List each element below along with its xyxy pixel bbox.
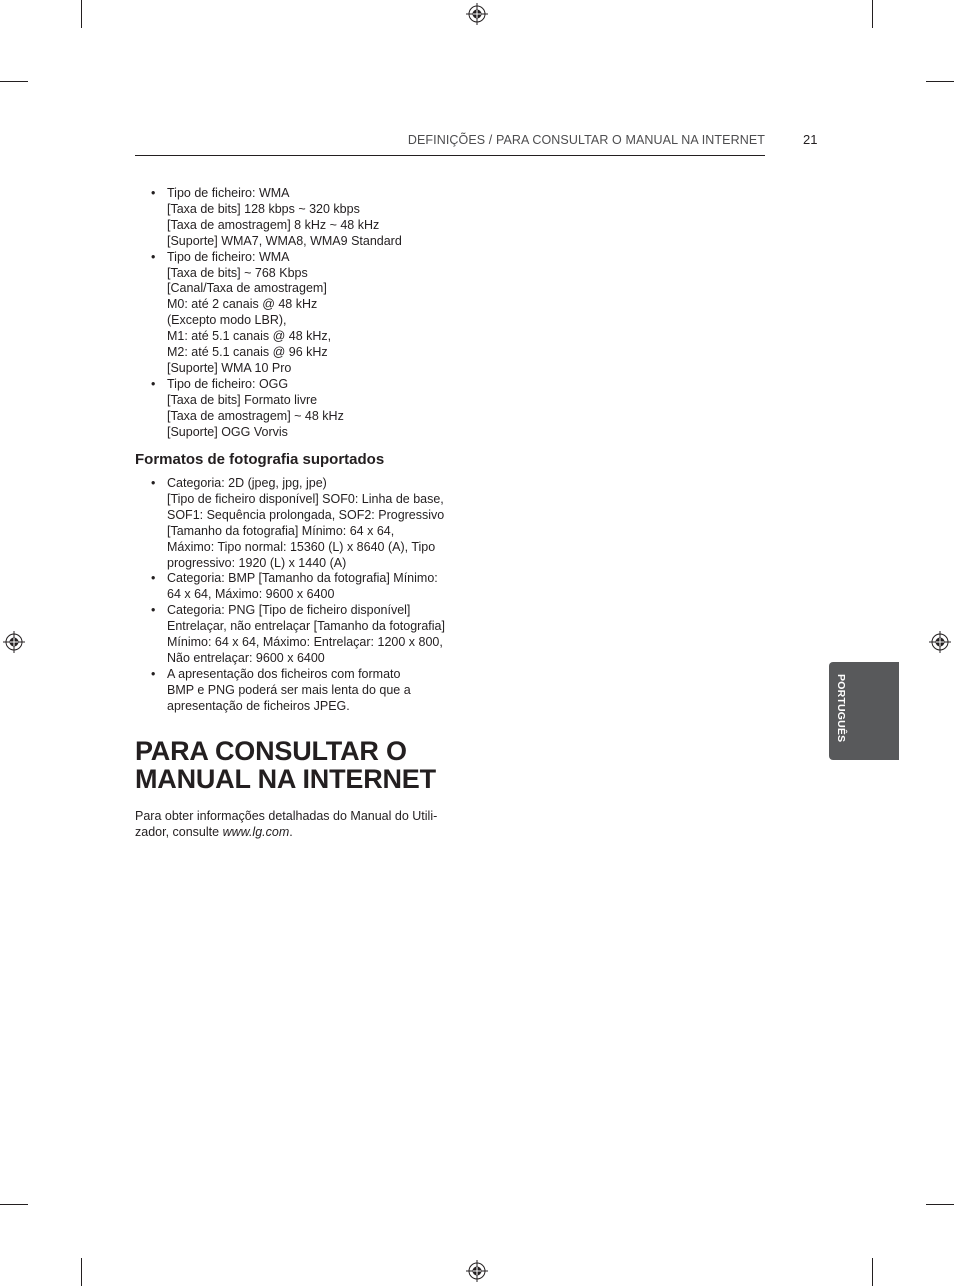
crop-mark: [0, 1204, 28, 1205]
list-item: [135, 186, 475, 250]
running-header: DEFINIÇÕES / PARA CONSULTAR O MANUAL NA INTERNET: [407, 133, 765, 147]
registration-mark-icon: [466, 1260, 488, 1282]
list-item-line: Tipo de ficheiro: WMA: [167, 249, 290, 264]
page-number: 21: [803, 132, 818, 147]
list-item-line: Tipo de ficheiro: WMA: [167, 186, 290, 200]
website-link[interactable]: www.lg.com: [222, 825, 290, 839]
list-item-line: SOF1: Sequência prolongada, SOF2: Progressivo: [167, 507, 445, 522]
list-item-line: [Suporte] OGG Vorvis: [167, 424, 288, 439]
crop-mark: [926, 1204, 954, 1205]
crop-mark: [81, 1258, 82, 1286]
manual-intro-paragraph: [135, 808, 437, 840]
section-title-line: MANUAL NA INTERNET: [135, 764, 436, 794]
crop-mark: [872, 0, 873, 28]
list-item-line: Não entrelaçar: 9600 x 6400: [167, 650, 325, 665]
bullet-icon: •: [151, 476, 156, 490]
list-item-line: [Tamanho da fotografia] Mínimo: 64 x 64,: [167, 523, 395, 538]
list-item: [135, 250, 475, 377]
list-item-line: [Suporte] WMA7, WMA8, WMA9 Standard: [167, 233, 402, 248]
header-divider: [135, 155, 765, 156]
audio-formats-list: [135, 186, 475, 441]
list-item-line: 64 x 64, Máximo: 9600 x 6400: [167, 587, 335, 602]
bullet-icon: •: [151, 376, 156, 391]
list-item-line: Categoria: 2D (jpeg, jpg, jpe): [167, 476, 327, 490]
registration-mark-icon: [466, 3, 488, 25]
list-item-line: M1: até 5.1 canais @ 48 kHz,: [167, 329, 332, 344]
list-item-line: Categoria: BMP [Tamanho da fotografia] Mínimo:: [167, 571, 438, 586]
list-item-line: apresentação de ficheiros JPEG.: [167, 698, 350, 713]
list-item-line: [Taxa de amostragem] ~ 48 kHz: [167, 408, 344, 423]
list-item-line: Entrelaçar, não entrelaçar [Tamanho da fotografia]: [167, 619, 445, 634]
list-item-line: Categoria: PNG [Tipo de ficheiro disponível]: [167, 603, 411, 618]
list-item: [135, 476, 475, 571]
list-item-line: [Taxa de bits] Formato livre: [167, 392, 318, 407]
section-title-line: PARA CONSULTAR O: [135, 736, 407, 766]
list-item: [135, 571, 475, 603]
bullet-icon: •: [151, 666, 156, 681]
list-item: [135, 377, 475, 441]
list-item-line: BMP e PNG poderá ser mais lenta do que a: [167, 682, 411, 697]
intro-text: .: [289, 825, 293, 839]
list-item-line: Tipo de ficheiro: OGG: [167, 376, 289, 391]
list-item-line: A apresentação dos ficheiros com formato: [167, 666, 401, 681]
photo-formats-list: [135, 476, 475, 715]
list-item-line: M0: até 2 canais @ 48 kHz: [167, 297, 318, 312]
crop-mark: [926, 81, 954, 82]
list-item-line: [Taxa de bits] ~ 768 Kbps: [167, 265, 308, 280]
list-item-line: Mínimo: 64 x 64, Máximo: Entrelaçar: 1200 x 800,: [167, 635, 443, 650]
list-item-line: [Canal/Taxa de amostragem]: [167, 281, 327, 296]
list-item: [135, 603, 475, 667]
registration-mark-icon: [929, 631, 951, 653]
list-item-line: [Taxa de amostragem] 8 kHz ~ 48 kHz: [167, 217, 380, 232]
registration-mark-icon: [3, 631, 25, 653]
list-item: [135, 667, 475, 715]
bullet-icon: •: [151, 603, 156, 618]
crop-mark: [872, 1258, 873, 1286]
crop-mark: [81, 0, 82, 28]
list-item-line: [Suporte] WMA 10 Pro: [167, 360, 292, 375]
list-item-line: progressivo: 1920 (L) x 1440 (A): [167, 555, 347, 570]
intro-text: zador, consulte: [135, 825, 223, 839]
list-item-line: [Taxa de bits] 128 kbps ~ 320 kbps: [167, 201, 360, 216]
section-title: [135, 737, 436, 793]
bullet-icon: •: [151, 571, 156, 586]
list-item-line: Máximo: Tipo normal: 15360 (L) x 8640 (A), Tipo: [167, 539, 436, 554]
language-tab-label: PORTUGUÊS: [835, 674, 847, 743]
list-item-line: M2: até 5.1 canais @ 96 kHz: [167, 345, 328, 360]
bullet-icon: •: [151, 249, 156, 264]
intro-line: Para obter informações detalhadas do Manual do Utili-: [135, 809, 438, 823]
intro-line: [135, 824, 437, 840]
crop-mark: [0, 81, 28, 82]
bullet-icon: •: [151, 186, 156, 200]
photo-formats-heading: Formatos de fotografia suportados: [135, 451, 385, 468]
list-item-line: (Excepto modo LBR),: [167, 313, 287, 328]
list-item-line: [Tipo de ficheiro disponível] SOF0: Linha de base,: [167, 491, 444, 506]
